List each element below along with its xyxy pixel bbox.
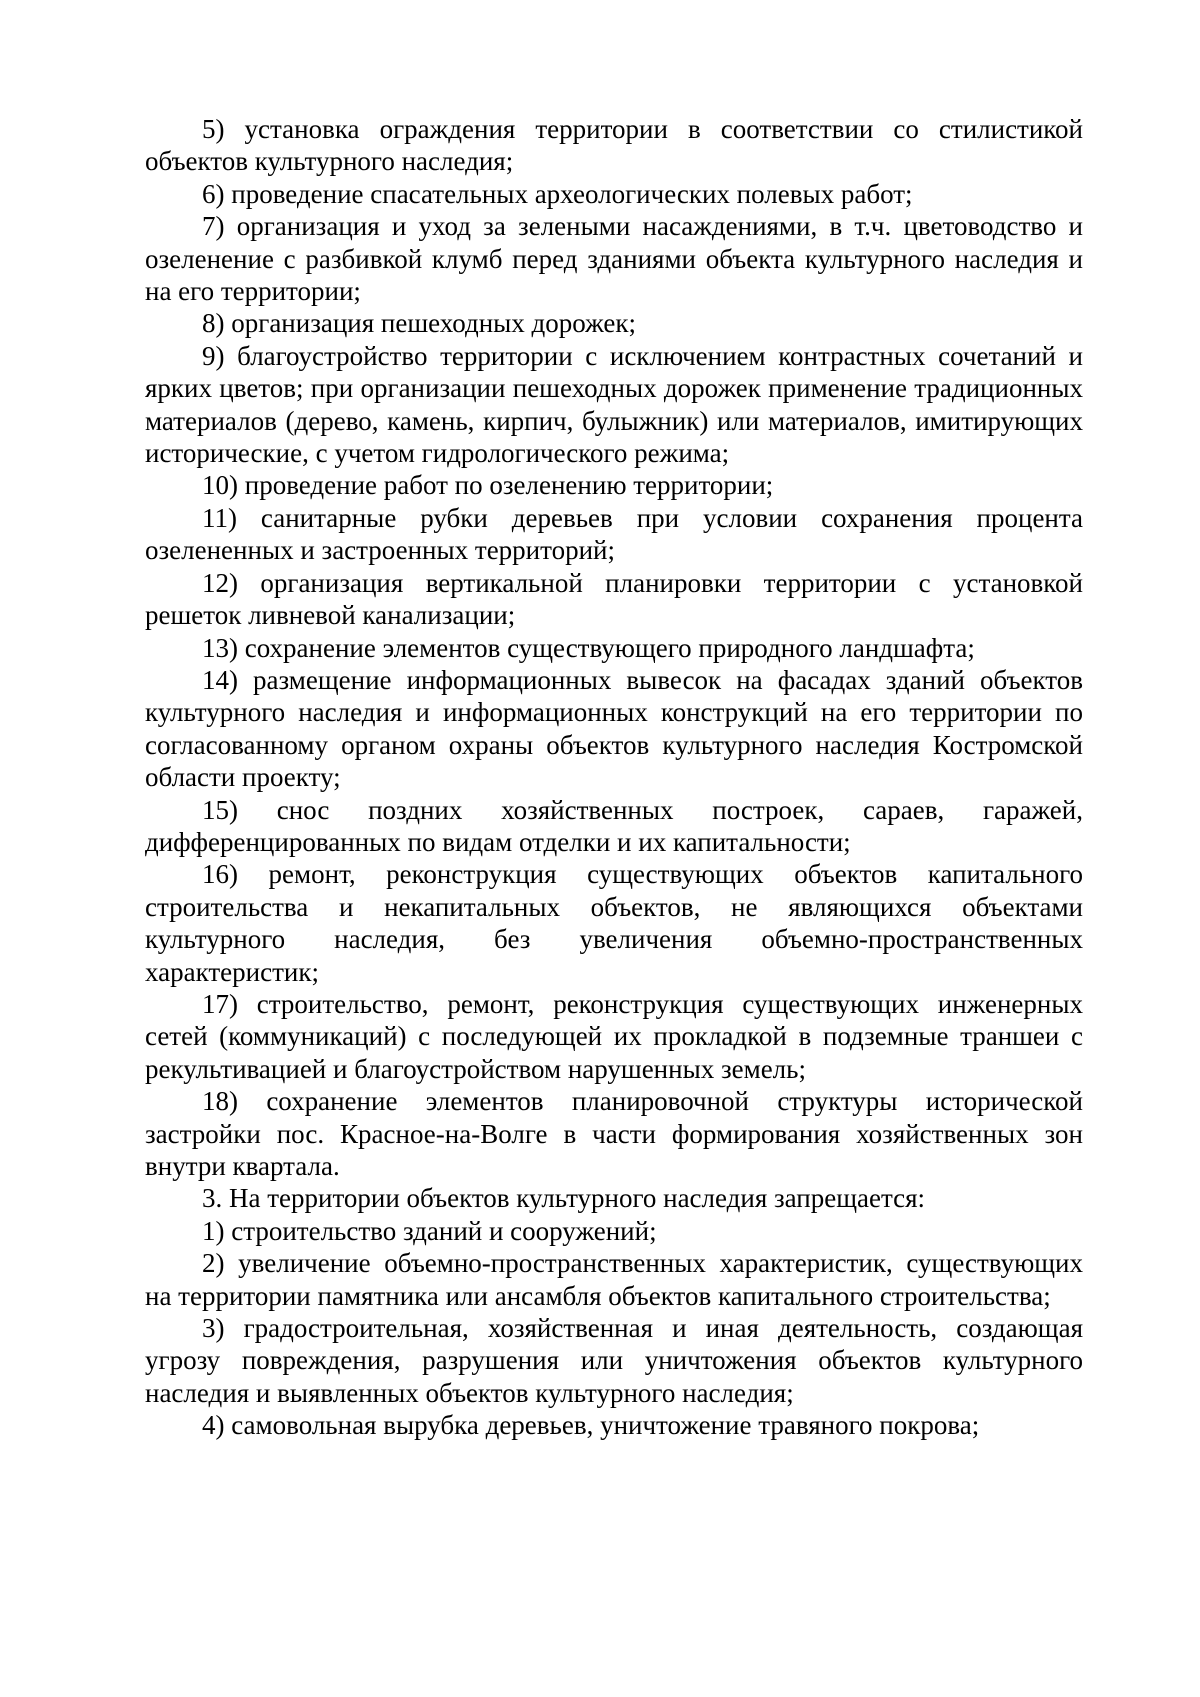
paragraph-item-7: 7) организация и уход за зелеными насаждениями, в т.ч. цветоводство и озеленение с разбивкой клумб перед зданиями объекта культурного наследия и на его территории;: [145, 211, 1083, 307]
paragraph-item-17: 17) строительство, ремонт, реконструкция существующих инженерных сетей (коммуникаций) с последующей их прокладкой в подземные траншеи с рекультивацией и благоустройством нарушенных земель;: [145, 988, 1083, 1084]
paragraph-item-13: 13) сохранение элементов существующего природного ландшафта;: [202, 632, 975, 663]
paragraph-item-10: 10) проведение работ по озеленению территории;: [202, 470, 774, 501]
paragraph-item-9: 9) благоустройство территории с исключением контрастных сочетаний и ярких цветов; при организации пешеходных дорожек применение традиционных материалов (дерево, камень, кирпич, булыжник) или материалов, имитирующих исторические, с учетом гидрологического режима;: [145, 340, 1083, 469]
paragraph-item-16: 16) ремонт, реконструкция существующих объектов капитального строительства и некапитальных объектов, не являющихся объектами культурного наследия, без увеличения объемно-пространственных характеристик;: [145, 859, 1083, 987]
document-body: [145, 113, 1083, 1442]
paragraph-item-18: 18) сохранение элементов планировочной структуры исторической застройки пос. Красное-на-Волге в части формирования хозяйственных зон внутри квартала.: [145, 1086, 1083, 1181]
section-3-heading: 3. На территории объектов культурного наследия запрещается:: [202, 1183, 926, 1214]
paragraph-item-5: 5) установка ограждения территории в соответствии со стилистикой объектов культурного наследия;: [145, 114, 1083, 177]
paragraph-item-15: 15) снос поздних хозяйственных построек, сараев, гаражей, дифференцированных по видам отделки и их капитальности;: [145, 794, 1083, 857]
prohibition-item-2: 2) увеличение объемно-пространственных характеристик, существующих на территории памятника или ансамбля объектов капитального строительства;: [145, 1248, 1083, 1311]
prohibition-item-1: 1) строительство зданий и сооружений;: [202, 1215, 657, 1246]
prohibition-item-4: 4) самовольная вырубка деревьев, уничтожение травяного покрова;: [202, 1410, 980, 1441]
prohibition-item-3: 3) градостроительная, хозяйственная и иная деятельность, создающая угрозу повреждения, разрушения или уничтожения объектов культурного наследия и выявленных объектов культурного наследия;: [145, 1313, 1083, 1408]
paragraph-item-12: 12) организация вертикальной планировки территории с установкой решеток ливневой канализации;: [145, 567, 1083, 631]
paragraph-item-14: 14) размещение информационных вывесок на фасадах зданий объектов культурного наследия и информационных конструкций на его территории по согласованному органом охраны объектов культурного наследия Костромской области проекту;: [145, 664, 1083, 793]
paragraph-item-6: 6) проведение спасательных археологических полевых работ;: [202, 178, 913, 209]
paragraph-item-8: 8) организация пешеходных дорожек;: [202, 308, 637, 339]
paragraph-item-11: 11) санитарные рубки деревьев при условии сохранения процента озелененных и застроенных территорий;: [145, 502, 1083, 566]
